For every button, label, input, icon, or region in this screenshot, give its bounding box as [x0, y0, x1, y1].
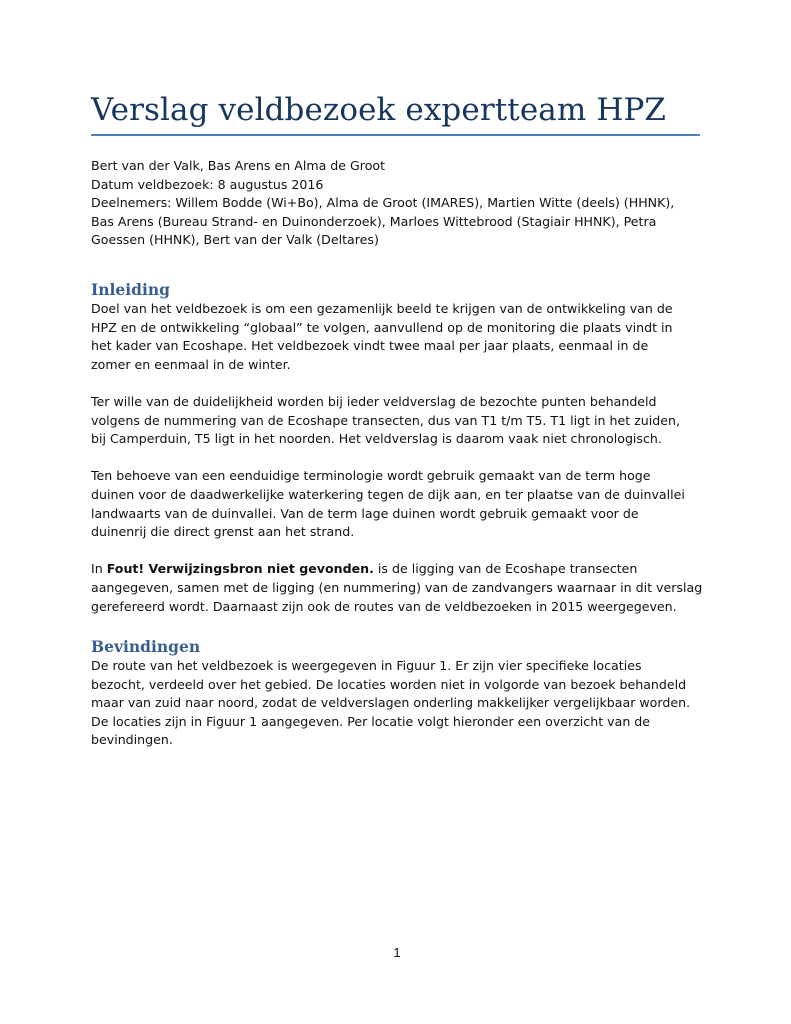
- section-bevindingen-body: [91, 657, 703, 750]
- paragraph: [91, 657, 703, 750]
- page-number: 1: [393, 945, 401, 960]
- visit-date-line: Datum veldbezoek: 8 augustus 2016: [91, 176, 324, 192]
- text-line: [91, 560, 703, 579]
- text-line: duinen voor de daadwerkelijke waterkering tegen de dijk aan, en ter plaatse van de duinvallei: [91, 486, 685, 502]
- text-line: zomer en eenmaal in de winter.: [91, 356, 291, 372]
- title-underline: [91, 134, 700, 136]
- participants-line: Goessen (HHNK), Bert van der Valk (Deltares): [91, 232, 379, 248]
- text-line: maar van zuid naar noord, zodat de veldverslagen onderling makkelijker vergelijkbaar worden.: [91, 695, 691, 711]
- paragraph: [91, 300, 703, 374]
- text-line: HPZ en de ontwikkeling “globaal” te volgen, aanvullend op de monitoring die plaats vindt in: [91, 319, 673, 335]
- text-line: volgens de nummering van de Ecoshape transecten, dus van T1 t/m T5. T1 ligt in het zuiden,: [91, 412, 680, 428]
- participants-line: Bas Arens (Bureau Strand- en Duinonderzoek), Marloes Wittebrood (Stagiair HHNK), Petra: [91, 213, 657, 229]
- text-fragment: In: [91, 561, 107, 577]
- section-inleiding-body: [91, 300, 703, 616]
- document-meta: [91, 157, 703, 250]
- text-fragment: is de ligging van de Ecoshape transecten: [373, 561, 638, 577]
- broken-reference-error: Fout! Verwijzingsbron niet gevonden.: [106, 561, 374, 577]
- text-line: bevindingen.: [91, 732, 173, 748]
- paragraph: [91, 393, 703, 449]
- text-line: De route van het veldbezoek is weergegeven in Figuur 1. Er zijn vier specifieke locaties: [91, 658, 642, 673]
- text-line: Doel van het veldbezoek is om een gezamenlijk beeld te krijgen van de ontwikkeling van de: [91, 301, 673, 316]
- text-line: landwaarts van de duinvallei. Van de term lage duinen wordt gebruik gemaakt voor de: [91, 505, 639, 521]
- paragraph: [91, 467, 703, 541]
- authors-line: Bert van der Valk, Bas Arens en Alma de Groot: [91, 158, 386, 173]
- text-line: gerefereerd wordt. Daarnaast zijn ook de routes van de veldbezoeken in 2015 weergegeven.: [91, 598, 677, 614]
- text-line: De locaties zijn in Figuur 1 aangegeven. Per locatie volgt hieronder een overzicht van de: [91, 713, 651, 729]
- document-title: Verslag veldbezoek expertteam HPZ: [91, 92, 667, 128]
- section-heading-bevindingen: Bevindingen: [91, 637, 201, 656]
- reference-paragraph: [91, 560, 703, 616]
- text-line: bezocht, verdeeld over het gebied. De locaties worden niet in volgorde van bezoek behandeld: [91, 676, 687, 692]
- text-line: Ten behoeve van een eenduidige terminologie wordt gebruik gemaakt van de term hoge: [91, 468, 651, 484]
- section-heading-inleiding: Inleiding: [91, 280, 170, 299]
- text-line: duinenrij die direct grenst aan het strand.: [91, 524, 355, 540]
- text-line: Ter wille van de duidelijkheid worden bij ieder veldverslag de bezochte punten behandeld: [91, 393, 657, 409]
- text-line: aangegeven, samen met de ligging (en nummering) van de zandvangers waarnaar in dit verslag: [91, 579, 703, 595]
- text-line: het kader van Ecoshape. Het veldbezoek vindt twee maal per jaar plaats, eenmaal in de: [91, 338, 649, 354]
- participants-line: Deelnemers: Willem Bodde (Wi+Bo), Alma de Groot (IMARES), Martien Witte (deels) (HHNK),: [91, 195, 675, 211]
- text-line: bij Camperduin, T5 ligt in het noorden. Het veldverslag is daarom vaak niet chronologisch.: [91, 431, 662, 447]
